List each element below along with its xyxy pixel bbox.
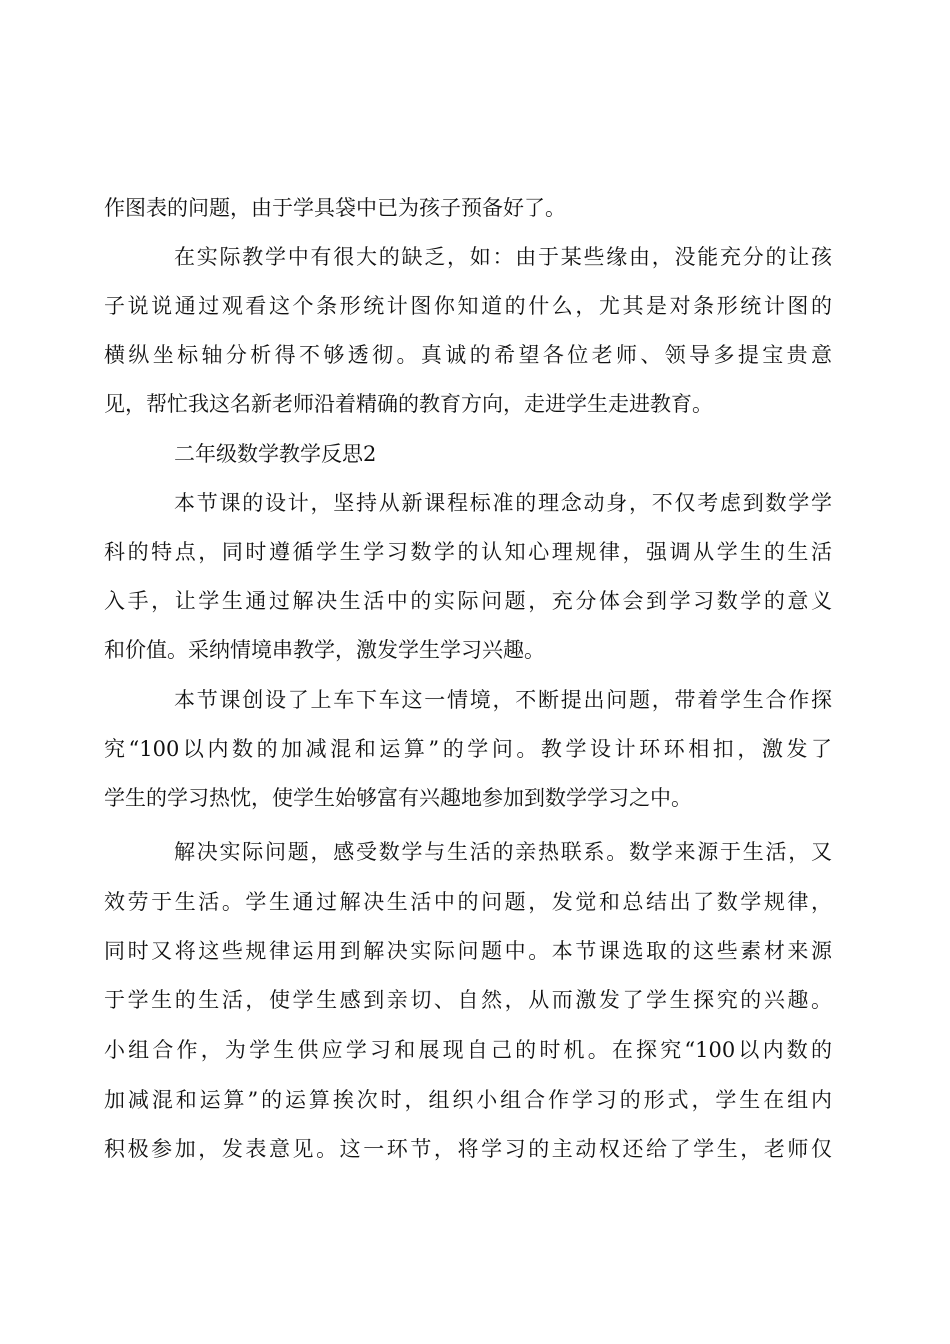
text-line: 究“100以内数的加减混和运算”的学问。教学设计环环相扣，激发了 (104, 737, 832, 761)
text-line: 于学生的生活，使学生感到亲切、自然，从而激发了学生探究的兴趣。 (104, 988, 832, 1012)
text-line: 学生的学习热忱，使学生始够富有兴趣地参加到数学学习之中。 (104, 786, 692, 810)
text-line: 在实际教学中有很大的缺乏，如：由于某些缘由，没能充分的让孩 (174, 245, 832, 269)
text-line: 作图表的问题，由于学具袋中已为孩子预备好了。 (104, 196, 566, 220)
text-line: 子说说通过观看这个条形统计图你知道的什么，尤其是对条形统计图的 (104, 294, 832, 318)
text-line: 加减混和运算”的运算挨次时，组织小组合作学习的形式，学生在组内 (104, 1088, 832, 1112)
text-line: 和价值。采纳情境串教学，激发学生学习兴趣。 (104, 638, 545, 662)
section-heading: 二年级数学教学反思2 (174, 442, 377, 466)
text-line: 横纵坐标轴分析得不够透彻。真诚的希望各位老师、领导多提宝贵意 (104, 343, 832, 367)
text-line: 入手，让学生通过解决生活中的实际问题，充分体会到学习数学的意义 (104, 589, 832, 613)
text-line: 效劳于生活。学生通过解决生活中的问题，发觉和总结出了数学规律， (104, 890, 832, 914)
text-line: 积极参加，发表意见。这一环节，将学习的主动权还给了学生，老师仅 (104, 1137, 832, 1161)
text-line: 小组合作，为学生供应学习和展现自己的时机。在探究“100以内数的 (104, 1038, 832, 1062)
text-line: 本节课的设计，坚持从新课程标准的理念动身，不仅考虑到数学学 (174, 491, 832, 515)
text-line: 解决实际问题，感受数学与生活的亲热联系。数学来源于生活，又 (174, 840, 832, 864)
text-line: 同时又将这些规律运用到解决实际问题中。本节课选取的这些素材来源 (104, 939, 832, 963)
text-line: 本节课创设了上车下车这一情境，不断提出问题，带着学生合作探 (174, 688, 832, 712)
text-line: 见，帮忙我这名新老师沿着精确的教育方向，走进学生走进教育。 (104, 392, 713, 416)
text-line: 科的特点，同时遵循学生学习数学的认知心理规律，强调从学生的生活 (104, 540, 832, 564)
